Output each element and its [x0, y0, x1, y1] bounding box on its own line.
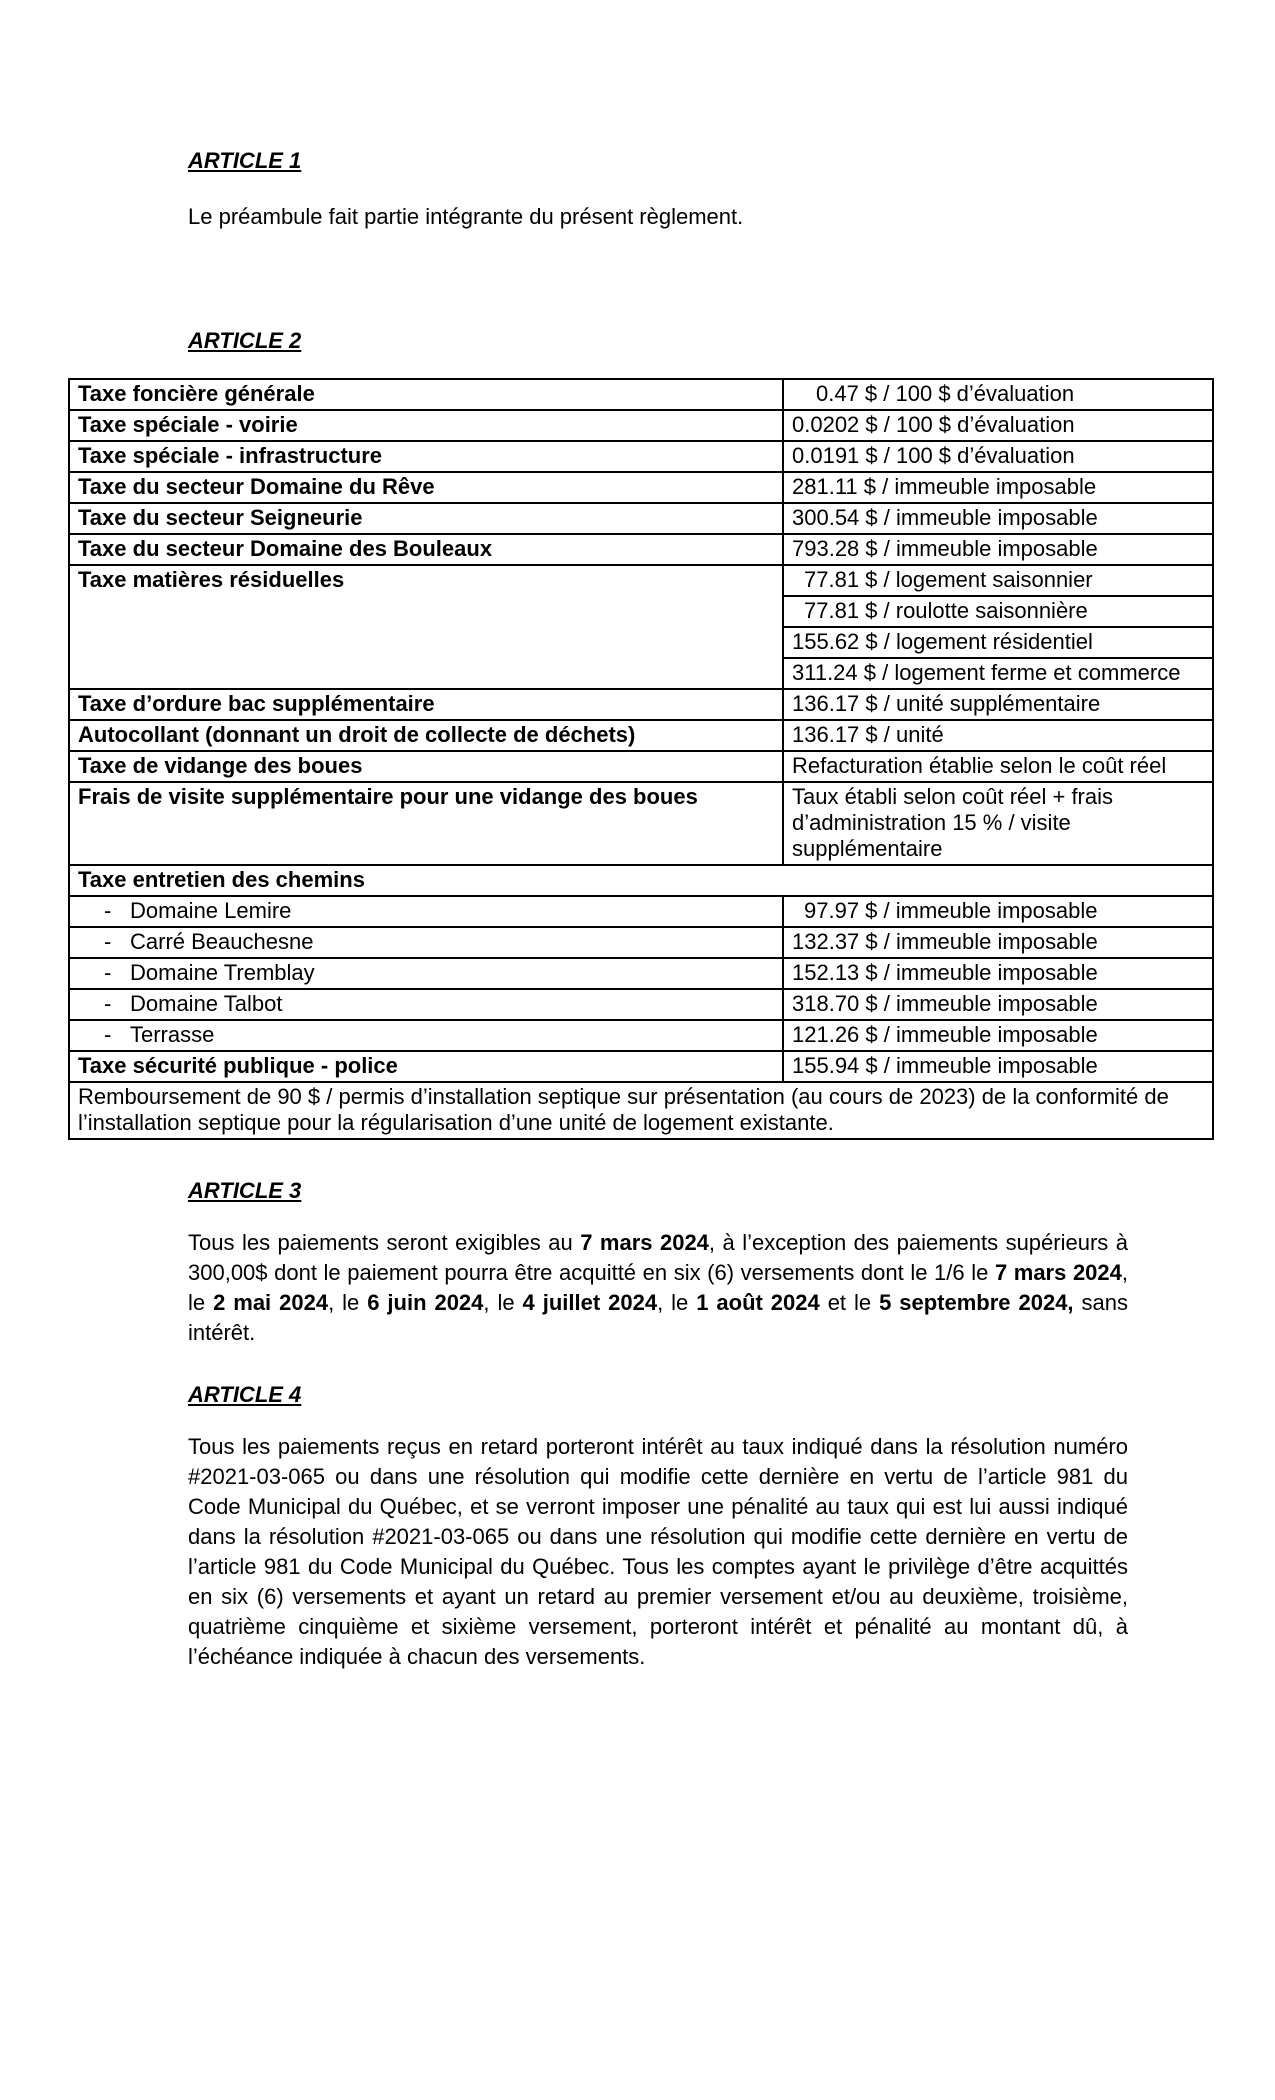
dash-bullet: -: [104, 898, 112, 923]
bold-text-run: 1 août 2024: [696, 1290, 820, 1315]
article-4-paragraph: [188, 1432, 1128, 1672]
tax-label-cell: [69, 989, 783, 1020]
text-run: sans intérêt.: [188, 1290, 1128, 1345]
tax-table-row: [69, 441, 1213, 472]
tax-value-cell: 132.37 $ / immeuble imposable: [783, 927, 1213, 958]
tax-table-row: [69, 565, 1213, 596]
tax-table-row: [69, 410, 1213, 441]
tax-label-cell: Taxe du secteur Domaine du Rêve: [69, 472, 783, 503]
article-2-heading: ARTICLE 2: [188, 328, 302, 353]
tax-value-cell: 77.81 $ / logement saisonnier: [783, 565, 1213, 596]
bold-text-run: 4 juillet 2024: [522, 1290, 658, 1315]
article-1-heading: ARTICLE 1: [188, 148, 302, 173]
tax-value-cell: 0.0202 $ / 100 $ d’évaluation: [783, 410, 1213, 441]
text-run: Tous les paiements seront exigibles au: [188, 1230, 581, 1255]
dash-bullet: -: [104, 991, 112, 1016]
tax-label-cell: Taxe de vidange des boues: [69, 751, 783, 782]
tax-label-cell: Taxe d’ordure bac supplémentaire: [69, 689, 783, 720]
tax-value-cell: Refacturation établie selon le coût réel: [783, 751, 1213, 782]
tax-label-cell: Taxe foncière générale: [69, 379, 783, 410]
text-run: et le: [819, 1290, 880, 1315]
tax-value-cell: 152.13 $ / immeuble imposable: [783, 958, 1213, 989]
dash-bullet: -: [104, 929, 112, 954]
article-3-heading: ARTICLE 3: [188, 1178, 302, 1203]
tax-table-row: [69, 379, 1213, 410]
tax-table-row: [69, 720, 1213, 751]
tax-value-cell: 155.94 $ / immeuble imposable: [783, 1051, 1213, 1082]
tax-value-cell: 0.47 $ / 100 $ d’évaluation: [783, 379, 1213, 410]
dash-bullet: -: [104, 1022, 112, 1047]
tax-label-text: Domaine Tremblay: [130, 960, 315, 985]
tax-value-cell: 121.26 $ / immeuble imposable: [783, 1020, 1213, 1051]
tax-label-text: Domaine Talbot: [130, 991, 283, 1016]
tax-rate-table: [68, 378, 1214, 1140]
tax-value-cell: 155.62 $ / logement résidentiel: [783, 627, 1213, 658]
tax-table-row: [69, 534, 1213, 565]
tax-table-row: [69, 1082, 1213, 1139]
tax-table-row: [69, 865, 1213, 896]
tax-table-row: [69, 782, 1213, 865]
tax-value-cell: 0.0191 $ / 100 $ d’évaluation: [783, 441, 1213, 472]
bold-text-run: 5 septembre 2024,: [879, 1290, 1074, 1315]
tax-label-text: Domaine Lemire: [130, 898, 292, 923]
tax-table-row: [69, 958, 1213, 989]
tax-table-row: [69, 1051, 1213, 1082]
tax-label-text: Terrasse: [130, 1022, 215, 1047]
bold-text-run: 6 juin 2024: [367, 1290, 484, 1315]
tax-table-row: [69, 472, 1213, 503]
tax-label-cell: [69, 958, 783, 989]
tax-value-cell: 300.54 $ / immeuble imposable: [783, 503, 1213, 534]
tax-table-row: [69, 503, 1213, 534]
tax-label-cell: Autocollant (donnant un droit de collecte de déchets): [69, 720, 783, 751]
tax-label-cell: Taxe du secteur Seigneurie: [69, 503, 783, 534]
tax-label-cell: Taxe spéciale - voirie: [69, 410, 783, 441]
tax-label-cell: [69, 896, 783, 927]
tax-section-header-cell: Taxe entretien des chemins: [69, 865, 1213, 896]
tax-value-cell: Taux établi selon coût réel + frais d’administration 15 % / visite supplémentaire: [783, 782, 1213, 865]
tax-label-cell: Taxe sécurité publique - police: [69, 1051, 783, 1082]
tax-table-row: [69, 896, 1213, 927]
tax-label-text: Carré Beauchesne: [130, 929, 314, 954]
tax-label-cell: Taxe du secteur Domaine des Bouleaux: [69, 534, 783, 565]
tax-label-cell: Taxe spéciale - infrastructure: [69, 441, 783, 472]
tax-value-cell: 77.81 $ / roulotte saisonnière: [783, 596, 1213, 627]
tax-rate-table-body: [69, 379, 1213, 1139]
tax-value-cell: 793.28 $ / immeuble imposable: [783, 534, 1213, 565]
text-run: , le: [483, 1290, 523, 1315]
tax-table-row: [69, 751, 1213, 782]
text-run: , le: [657, 1290, 697, 1315]
article-3-section: [0, 1178, 1275, 1348]
article-4-section: [0, 1382, 1275, 1672]
tax-label-cell: [69, 927, 783, 958]
tax-note-cell: Remboursement de 90 $ / permis d’installation septique sur présentation (au cours de 2023) de la conformité de l’installation septique pour la régularisation d’une unité de logement existante.: [69, 1082, 1213, 1139]
tax-value-cell: 318.70 $ / immeuble imposable: [783, 989, 1213, 1020]
dash-bullet: -: [104, 960, 112, 985]
tax-value-cell: 136.17 $ / unité supplémentaire: [783, 689, 1213, 720]
tax-table-row: [69, 927, 1213, 958]
bold-text-run: 2 mai 2024: [213, 1290, 329, 1315]
tax-table-row: [69, 989, 1213, 1020]
tax-value-cell: 311.24 $ / logement ferme et commerce: [783, 658, 1213, 689]
tax-table-row: [69, 1020, 1213, 1051]
tax-value-cell: 97.97 $ / immeuble imposable: [783, 896, 1213, 927]
tax-label-cell: Frais de visite supplémentaire pour une vidange des boues: [69, 782, 783, 865]
text-run: Tous les paiements reçus en retard porteront intérêt au taux indiqué dans la résolution numéro #2021-03-065 ou dans une résolution qui modifie cette dernière en vertu de l’article 981 du Code Municipal du Québec, et se verront imposer une pénalité au taux qui est lui aussi indiqué dans la résolution #2021-03-065 ou dans une résolution qui modifie cette dernière en vertu de l’article 981 du Code Municipal du Québec. Tous les comptes ayant le privilège d’être acquittés en six (6) versements et ayant un retard au premier versement et/ou au deuxième, troisième, quatrième cinquième et sixième versement, porteront intérêt et pénalité au montant dû, à l’échéance indiquée à chacun des versements.: [188, 1434, 1128, 1669]
article-1-paragraph: [188, 202, 1128, 232]
article-3-paragraph: [188, 1228, 1128, 1348]
text-run: , le: [328, 1290, 368, 1315]
tax-value-cell: 281.11 $ / immeuble imposable: [783, 472, 1213, 503]
text-run: Le préambule fait partie intégrante du présent règlement.: [188, 204, 744, 229]
article-2-section: [0, 328, 1275, 1140]
article-4-heading: ARTICLE 4: [188, 1382, 302, 1407]
article-1-section: [0, 148, 1275, 232]
text-run: , à l’exception des paiements supérieurs à 300,00$ dont le paiement pourra être acquitté en six (6) versements dont le 1/6 le: [188, 1230, 1129, 1285]
text-run: , le: [188, 1260, 1129, 1315]
tax-label-cell: Taxe matières résiduelles: [69, 565, 783, 689]
tax-label-cell: [69, 1020, 783, 1051]
bold-text-run: 7 mars 2024: [580, 1230, 709, 1255]
bold-text-run: 7 mars 2024: [994, 1260, 1122, 1285]
tax-value-cell: 136.17 $ / unité: [783, 720, 1213, 751]
tax-table-row: [69, 689, 1213, 720]
